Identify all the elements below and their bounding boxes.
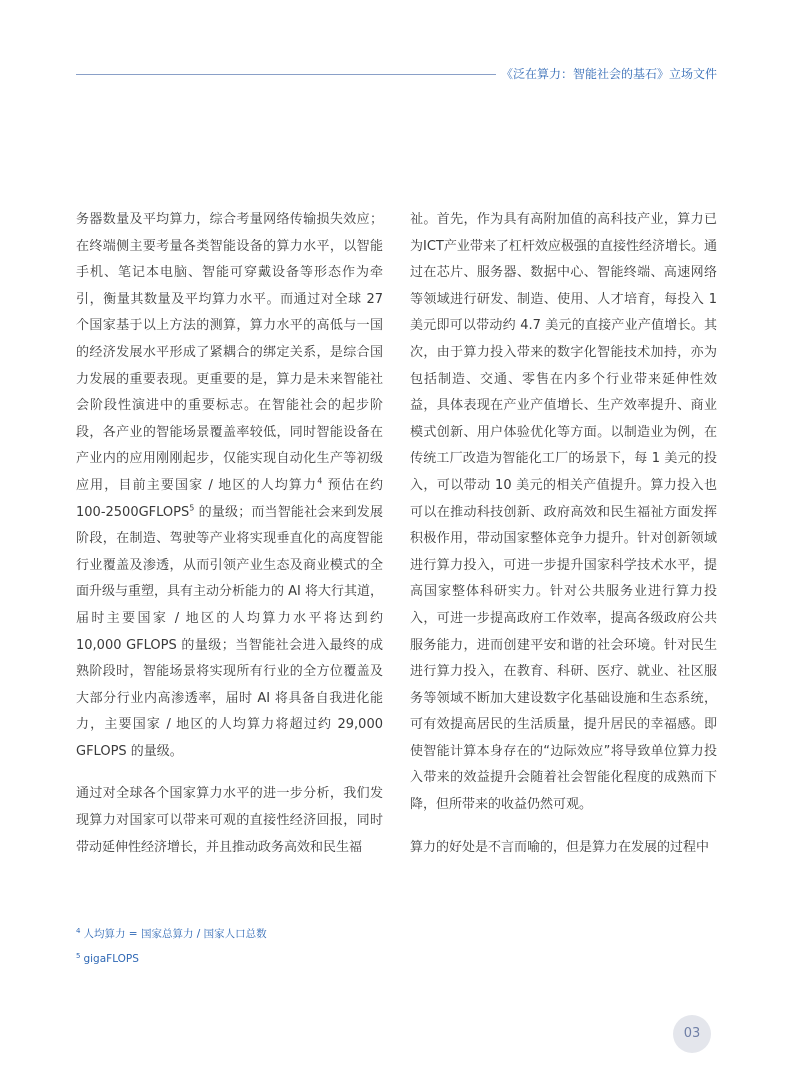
footnote-ref[interactable]: 4 bbox=[317, 476, 323, 486]
footnote-ref[interactable]: 5 bbox=[189, 503, 195, 513]
footnote-number: 5 bbox=[76, 951, 81, 960]
paragraph-text: 预估在约 100-2500GFLOPS bbox=[76, 477, 383, 520]
footnote-text: 人均算力 = 国家总算力 / 国家人口总数 bbox=[83, 928, 267, 940]
footnotes bbox=[76, 922, 267, 972]
page-number: 03 bbox=[673, 1015, 711, 1053]
document-title: 《泛在算力：智能社会的基石》立场文件 bbox=[500, 67, 717, 81]
paragraph: 通过对全球各个国家算力水平的进一步分析，我们发现算力对国家可以带来可观的直接性经济回报，同时带动延伸性经济增长，并且推动政务高效和民生福 bbox=[76, 786, 383, 855]
footnote-text: gigaFLOPS bbox=[83, 953, 139, 965]
paragraph bbox=[76, 207, 383, 765]
footnote-number: 4 bbox=[76, 926, 81, 935]
right-column bbox=[410, 207, 717, 861]
footnote bbox=[76, 947, 267, 972]
footnote bbox=[76, 922, 267, 947]
paragraph: 算力的好处是不言而喻的，但是算力在发展的过程中 bbox=[410, 839, 710, 855]
paragraph-text: 务器数量及平均算力，综合考量网络传输损失效应；在终端侧主要考量各类智能设备的算力水平，以智能手机、笔记本电脑、智能可穿戴设备等形态作为牵引，衡量其数量及平均算力水平。而通过对全球 27 个国家基于以上方法的测算，算力水平的高低与一国的经济发展水平形成了紧耦合的绑定关系，是综合国力发展的重要表现。更重要的是，算力是未来智能社会阶段性演进中的重要标志。在智能社会的起步阶段，各产业的智能场景覆盖率较低，同时智能设备在产业内的应用刚刚起步，仅能实现自动化生产等初级应用，目前主要国家 / 地区的人均算力 bbox=[76, 212, 383, 493]
header-rule bbox=[76, 74, 496, 75]
left-column bbox=[76, 207, 383, 861]
paragraph: 祉。首先，作为具有高附加值的高科技产业，算力已为ICT产业带来了杠杆效应极强的直接性经济增长。通过在芯片、服务器、数据中心、智能终端、高速网络等领域进行研发、制造、使用、人才培育，每投入 1 美元即可以带动约 4.7 美元的直接产业产值增长。其次，由于算力投入带来的数字化智能技术加持，亦为包括制造、交通、零售在内多个行业带来延伸性效益，具体表现在产业产值增长、生产效率提升、商业模式创新、用户体验优化等方面。以制造业为例，在传统工厂改造为智能化工厂的场景下，每 1 美元的投入，可以带动 10 美元的相关产值提升。算力投入也可以在推动科技创新、政府高效和民生福祉方面发挥积极作用，带动国家整体竞争力提升。针对创新领域进行算力投入，可进一步提升国家科学技术水平，提高国家整体科研实力。针对公共服务业进行算力投入，可进一步提高政府工作效率，提高各级政府公共服务能力，进而创建平安和谐的社会环境。针对民生进行算力投入，在教育、科研、医疗、就业、社区服务等领域不断加大建设数字化基础设施和生态系统，可有效提高居民的生活质量，提升居民的幸福感。即使智能计算本身存在的“边际效应”将导致单位算力投入带来的效益提升会随着社会智能化程度的成熟而下降，但所带来的收益仍然可观。 bbox=[410, 212, 717, 813]
paragraph-text: 的量级；而当智能社会来到发展阶段，在制造、驾驶等产业将实现垂直化的高度智能行业覆盖及渗透，从而引领产业生态及商业模式的全面升级与重塑，具有主动分析能力的 AI 将大行其道，届时主要国家 / 地区的人均算力水平将达到约 10,000 GFLOPS 的量级；当智能社会进入最终的成熟阶段时，智能场景将实现所有行业的全方位覆盖及大部分行业内高渗透率，届时 AI 将具备自我进化能力，主要国家 / 地区的人均算力将超过约 29,000 GFLOPS 的量级。 bbox=[76, 504, 383, 759]
